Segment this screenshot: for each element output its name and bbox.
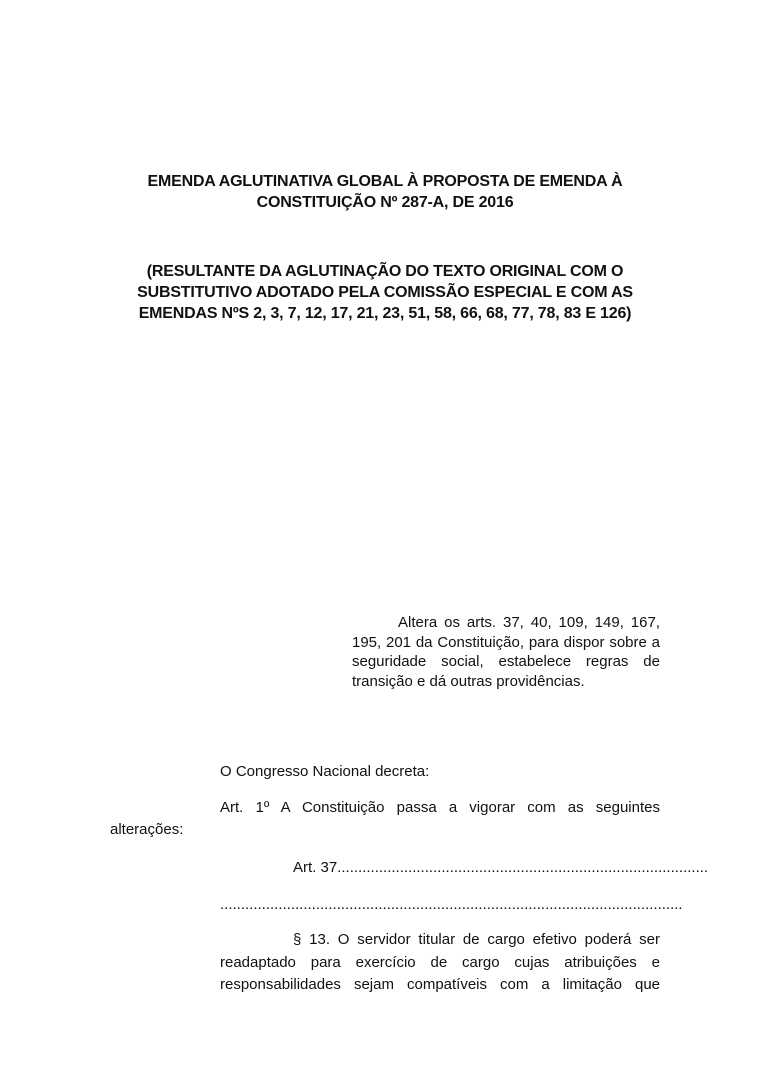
title-line-2: CONSTITUIÇÃO Nº 287-A, DE 2016 (256, 194, 514, 211)
title-line-1: EMENDA AGLUTINATIVA GLOBAL À PROPOSTA DE EMENDA À (147, 173, 623, 190)
paragraph-13-line-3: responsabilidades sejam compatíveis com a limitação que (220, 976, 660, 993)
paragraph-13-line-1: § 13. O servidor titular de cargo efetivo poderá ser (293, 931, 660, 948)
decreta-text: O Congresso Nacional decreta: (220, 763, 430, 780)
ementa-text: Altera os arts. 37, 40, 109, 149, 167, 195, 201 da Constituição, para dispor sobre a seguridade social, estabelece regras de transição e dá outras providências. (352, 614, 660, 690)
paragraph-13-line-2: readaptado para exercício de cargo cujas atribuições e (220, 953, 660, 971)
paragraph-13 (220, 929, 660, 997)
article-1-continuation: alterações: (110, 821, 184, 838)
article-1-text: Art. 1º A Constituição passa a vigorar com as seguintes (220, 799, 660, 816)
document-subtitle (95, 261, 675, 324)
subtitle-line-3: EMENDAS NºS 2, 3, 7, 12, 17, 21, 23, 51, 58, 66, 68, 77, 78, 83 E 126) (138, 305, 632, 322)
subtitle-line-1: (RESULTANTE DA AGLUTINAÇÃO DO TEXTO ORIGINAL COM O (146, 263, 624, 280)
ellipsis-line: ............................................................................................................... (220, 896, 683, 913)
subtitle-line-2: SUBSTITUTIVO ADOTADO PELA COMISSÃO ESPECIAL E COM AS (137, 284, 633, 301)
document-title (95, 171, 675, 213)
article-37-heading: Art. 37......................................................................................... (293, 859, 709, 876)
